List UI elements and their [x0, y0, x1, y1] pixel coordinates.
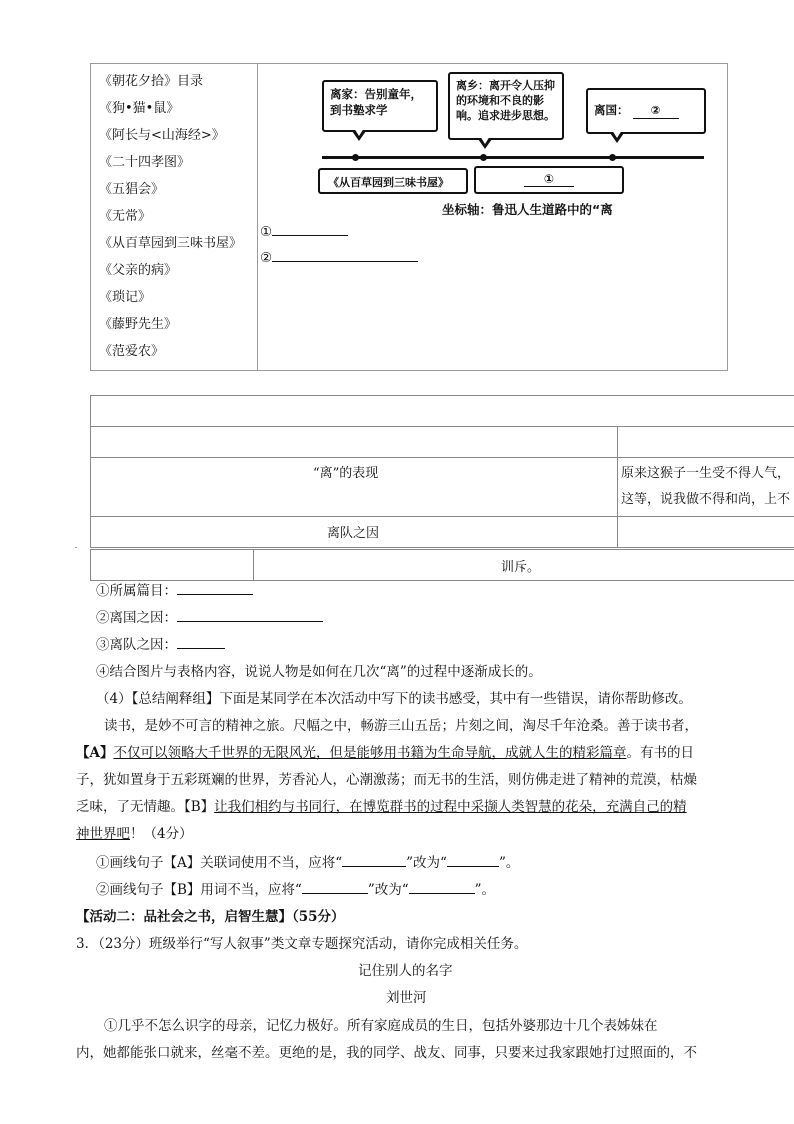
question-chapter — [96, 581, 253, 601]
underlined-sentence-b-end: 神世界吧 — [76, 826, 130, 842]
table-column-divider — [253, 550, 254, 580]
marker-a: 【A】 — [76, 745, 114, 761]
answer-blank-2[interactable] — [272, 248, 418, 262]
table-divider — [91, 457, 794, 458]
bubble-tail — [478, 139, 492, 149]
blank-2: ② — [633, 102, 679, 119]
toc-item: 《父亲的病》 — [99, 263, 178, 278]
answer-line-2 — [260, 248, 418, 268]
leave-table-continued — [90, 549, 794, 581]
essay-text: ！（4分） — [130, 826, 193, 842]
leave-table — [90, 395, 794, 548]
article-paragraph-1a: ①几乎不怎么识字的母亲，记忆力极好。所有家庭成员的生日，包括外婆那边十几个表姊妹在 — [104, 1018, 658, 1034]
answer-mark-1: ① — [260, 224, 273, 240]
box-blank-1 — [474, 166, 624, 194]
timeline-dot — [480, 154, 487, 161]
timeline-dot — [609, 154, 616, 161]
essay-line-1: 读书，是妙不可言的精神之旅。尺幅之中，畅游三山五岳；片刻之间，淘尽千年沧桑。善于读书者， — [104, 718, 698, 734]
sub-question-1-text: ”改为“ — [406, 855, 447, 871]
table-divider — [91, 426, 794, 427]
table-column-divider — [617, 426, 618, 547]
toc-item: 《狗•猫•鼠》 — [99, 101, 180, 116]
timeline-dot — [352, 154, 359, 161]
stray-mark — [75, 547, 77, 548]
question-leave-team — [96, 635, 225, 655]
sub-question-2-text: ”。 — [474, 882, 496, 898]
question-leave-country-label: ②离国之因： — [96, 610, 177, 626]
leave-team-blank[interactable] — [177, 635, 225, 649]
sub2-blank-to[interactable] — [409, 880, 475, 894]
sub-question-2-text: ”改为“ — [367, 882, 409, 898]
bubble-leave-home — [322, 80, 438, 132]
question-leave-country — [96, 608, 323, 628]
timeline-axis — [322, 156, 704, 159]
answer-blank-1[interactable] — [272, 222, 348, 236]
toc-item: 《藤野先生》 — [99, 317, 178, 332]
blank-1: ① — [524, 172, 574, 187]
bubble-tail — [352, 131, 366, 141]
bubble-leave-country-label: 离国： — [594, 103, 629, 117]
bubble-tail — [610, 133, 624, 143]
essay-line-5 — [76, 824, 193, 844]
toc-item: 《从百草园到三味书屋》 — [99, 236, 243, 251]
article-title: 记住别人的名字 — [358, 963, 453, 979]
sub-question-1-text: ①画线句子【A】关联词使用不当，应将“ — [96, 855, 343, 871]
question-leave-team-label: ③离队之因： — [96, 637, 177, 653]
essay-line-4 — [76, 797, 687, 817]
toc-table — [90, 63, 728, 371]
question-growth: ④结合图片与表格内容，说说人物是如何在几次“离”的过程中逐渐成长的。 — [96, 664, 542, 680]
cell-text-1b: 这等，说我做不得和尚，上不 — [621, 492, 791, 507]
essay-text: 。有书的日 — [626, 745, 694, 761]
article-paragraph-1b: 内，她都能张口就来，丝毫不差。更绝的是，我的同学、战友、同事，只要来过我家跟她打过照面的，不 — [76, 1045, 697, 1061]
sub-question-1-text: ”。 — [498, 855, 520, 871]
cell-text-3: 训斥。 — [501, 560, 541, 575]
article-author: 刘世河 — [386, 990, 427, 1006]
bubble-leave-home-text: 离家：告别童年，到书塾求学 — [330, 87, 422, 117]
toc-item: 《阿长与<山海经>》 — [99, 128, 225, 143]
toc-item: 《五猖会》 — [99, 182, 165, 197]
cell-text-1a: 原来这猴子一生受不得人气， — [621, 466, 791, 481]
answer-line-1 — [260, 222, 348, 242]
toc-item: 《琐记》 — [99, 290, 152, 305]
timeline-figure — [258, 64, 727, 370]
figure-caption: 坐标轴：鲁迅人生道路中的“离 — [442, 202, 613, 217]
cell-leave-team-reason: 离队之因 — [327, 526, 380, 541]
bubble-leave-hometown-text: 离乡：离开令人压抑的环境和不良的影响。追求进步思想。 — [456, 79, 555, 122]
cell-leave-expression: “离”的表现 — [313, 466, 379, 481]
activity-task: 3．（23分）班级举行“写人叙事”类文章专题探究活动，请你完成相关任务。 — [76, 936, 528, 952]
underlined-sentence-a: 不仅可以领略大千世界的无限风光，但是能够用书籍为生命导航，成就人生的精彩篇章 — [113, 745, 627, 761]
toc-item: 《二十四孝图》 — [99, 155, 191, 170]
essay-text: 乏味，了无情趣。【B】 — [76, 799, 215, 815]
essay-line-3: 子，犹如置身于五彩斑斓的世界，芳香沁人，心潮激荡；而无书的生活，则仿佛走进了精神的荒漠，枯燥 — [76, 772, 697, 788]
essay-line-2 — [76, 743, 694, 763]
sub-question-2 — [96, 880, 495, 900]
answer-mark-2: ② — [260, 250, 273, 266]
table-divider — [91, 516, 794, 517]
toc-column — [91, 64, 258, 370]
sub1-blank-to[interactable] — [447, 853, 499, 867]
chapter-blank[interactable] — [177, 581, 253, 595]
question-chapter-label: ①所属篇目： — [96, 583, 177, 599]
question-summary: （4）【总结阐释组】下面是某同学在本次活动中写下的读书感受，其中有一些错误，请你帮助修改。 — [96, 691, 692, 707]
underlined-sentence-b: 让我们相约与书同行，在博览群书的过程中采撷人类智慧的花朵，充满自己的精 — [214, 799, 687, 815]
bubble-leave-country — [586, 88, 706, 134]
sub-question-1 — [96, 853, 519, 873]
activity-heading: 【活动二：品社会之书，启智生慧】（55分） — [76, 909, 345, 925]
toc-item: 《范爱农》 — [99, 344, 165, 359]
toc-item: 《无常》 — [99, 209, 152, 224]
toc-item: 《朝花夕拾》目录 — [99, 74, 204, 89]
table-divider — [91, 547, 794, 548]
sub1-blank-from[interactable] — [342, 853, 406, 867]
sub-question-2-text: ②画线句子【B】用词不当，应将“ — [96, 882, 302, 898]
sub2-blank-from[interactable] — [302, 880, 368, 894]
box-source-chapter: 《从百草园到三味书屋》 — [318, 168, 468, 194]
leave-country-blank[interactable] — [177, 608, 323, 622]
bubble-leave-hometown — [448, 72, 564, 140]
